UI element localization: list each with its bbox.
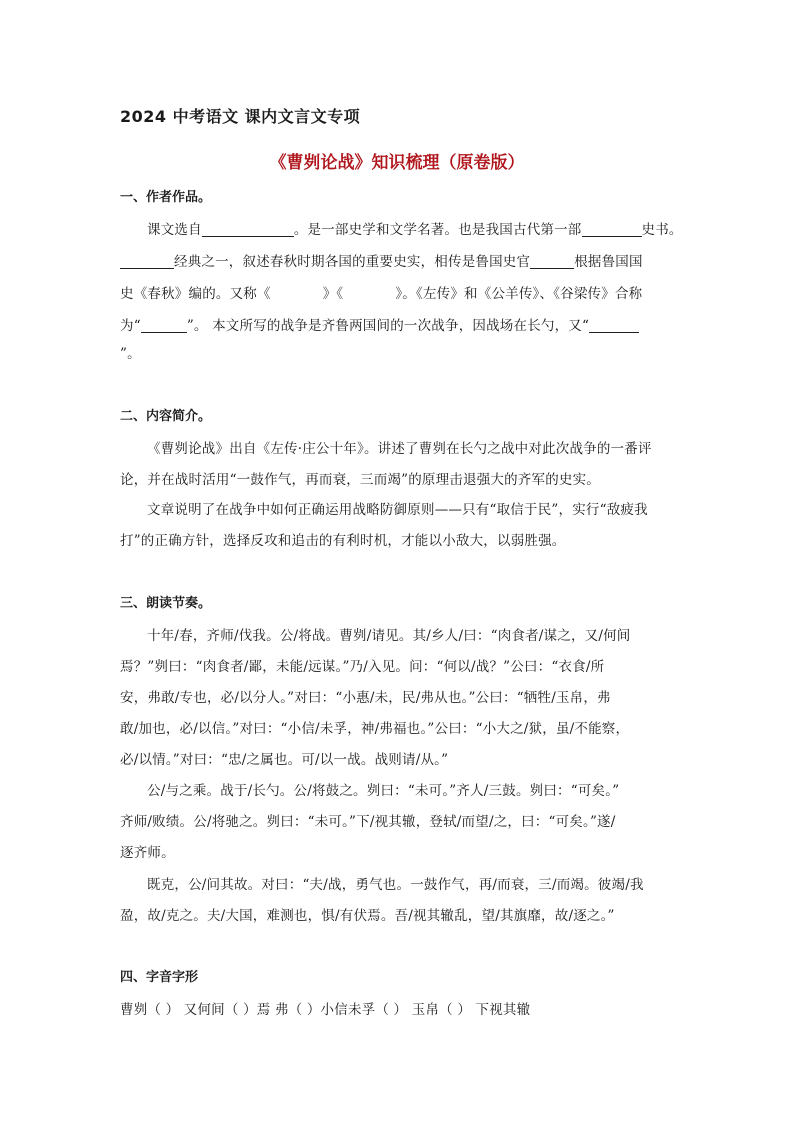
document-title: 《曹刿论战》知识梳理（原卷版） [269,153,525,173]
fill-blank[interactable] [120,254,174,269]
fill-blank[interactable] [202,222,294,237]
author-line-3 [120,282,642,302]
text-fragment: 。是一部史学和文学名著。也是我国古代第一部 [293,222,582,238]
text-fragment: 史《春秋》编的。又称《 [120,286,271,302]
rhythm-line: 敢/加也，必/以信。”对曰：“小信/未孚，神/弗福也。”公曰：“小大之/狱，虽/不能察， [120,721,630,737]
fill-blank[interactable] [141,318,187,333]
text-fragment: ”。 本文所写的战争是齐鲁两国间的一次战争，因战场在长勺，又“ [186,318,590,334]
summary-line: 文章说明了在战争中如何正确运用战略防御原则——只有“取信于民”，实行“敌疲我 [147,502,648,518]
section-heading-author: 一、作者作品。 [120,190,212,205]
rhythm-line: 公/与之乘。战于/长勺。公/将鼓之。刿曰：“未可。”齐人/三鼓。刿曰：“可矣。” [147,783,620,799]
text-fragment: 》。《左传》和《公羊传》、《谷梁传》合称 [395,286,643,302]
rhythm-line: 逐齐师。 [120,845,175,861]
author-line-5: ”。 [120,346,141,362]
fill-blank[interactable] [530,254,574,269]
rhythm-line: 齐师/败绩。公/将驰之。刿曰：“未可。”下/视其辙，登轼/而望/之，曰：“可矣。”遂/ [120,814,616,830]
text-fragment: 课文选自 [147,222,202,238]
text-fragment: 》《 [322,286,344,302]
fill-blank[interactable] [589,318,639,333]
rhythm-line: 安，弗敢/专也，必/以分人。”对曰：“小惠/未，民/弗从也。”公曰：“牺牲/玉帛，弗 [120,690,611,706]
summary-line: 《曹刿论战》出自《左传·庄公十年》。讲述了曹刿在长勺之战中对此次战争的一番评 [147,441,652,457]
series-title: 2024 中考语文 课内文言文专项 [120,107,361,126]
section-heading-rhythm: 三、朗读节奏。 [120,596,212,611]
rhythm-line: 焉？”刿曰：“肉食者/鄙，未能/远谋。”乃/入见。问：“何以/战？”公曰：“衣食/所 [120,659,605,675]
rhythm-line: 盈，故/克之。夫/大国，难测也，惧/有伏焉。吾/视其辙乱，望/其旗靡，故/逐之。” [120,908,615,924]
section-heading-summary: 二、内容简介。 [120,409,212,424]
text-fragment: 根据鲁国国 [574,254,643,270]
summary-line: 打”的正确方针，选择反攻和追击的有利时机，才能以小敌大，以弱胜强。 [120,533,566,549]
section-heading-pronunciation: 四、字音字形 [120,970,199,985]
summary-line: 论，并在战时活用“一鼓作气，再而衰，三而竭”的原理击退强大的齐军的史实。 [120,472,601,488]
text-fragment: 经典之一，叙述春秋时期各国的重要史实，相传是鲁国史官 [174,254,531,270]
author-line-2 [120,250,643,270]
rhythm-line: 十年/春，齐师/伐我。公/将战。曹刿/请见。其/乡人/曰：“肉食者/谋之，又/何间 [147,628,631,644]
fill-blank[interactable] [582,222,642,237]
text-fragment: 史书。 [641,222,683,238]
rhythm-line: 必/以情。”对曰：“忠/之属也。可/以一战。战则请/从。” [120,752,449,768]
author-line-4 [120,314,639,334]
rhythm-line: 既克，公/问其故。对曰：“夫/战，勇气也。一鼓作气，再/而衰，三/而竭。彼竭/我 [147,877,644,893]
pronunciation-line: 曹刿（ ） 又何间（ ）焉 弗（ ）小信未孚（ ） 玉帛（ ） 下视其辙 [120,1002,531,1018]
text-fragment: 为“ [120,318,141,334]
author-line-1 [147,218,683,238]
